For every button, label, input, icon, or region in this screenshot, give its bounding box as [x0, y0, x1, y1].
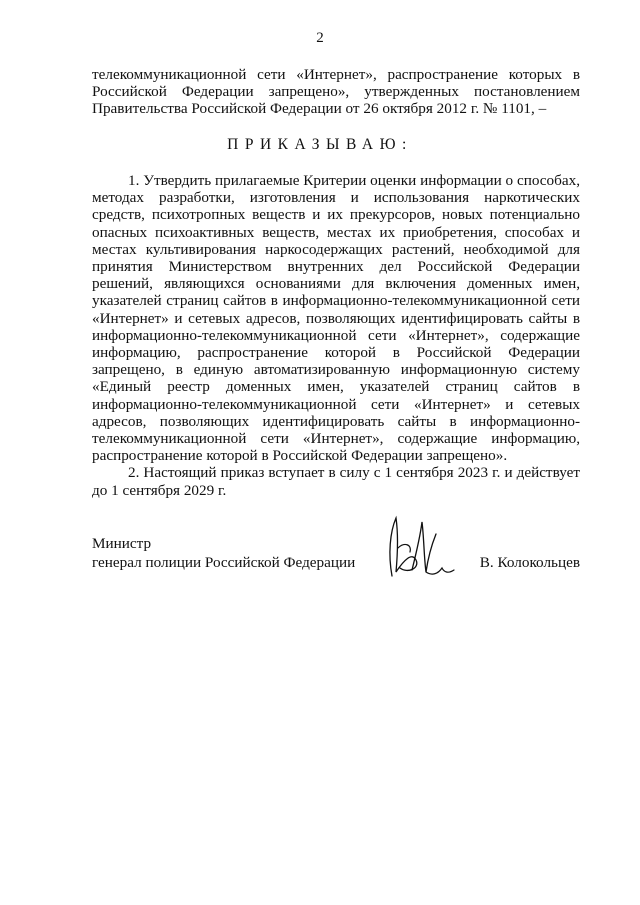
signer-title	[92, 534, 355, 572]
signer-rank: генерал полиции Российской Федерации	[92, 554, 356, 571]
signature-block	[92, 534, 580, 594]
signer-position: Министр	[92, 535, 152, 552]
signer-name: В. Колокольцев	[479, 554, 580, 571]
page-number: 2	[316, 30, 324, 46]
intro-paragraph: телекоммуникационной сети «Интернет», распространение которых в Российской Федерации запрещено», утвержденных постановлением Правительства Российской Федерации от 26 октября 2012 г. № 1101, –	[92, 66, 580, 118]
order-item-1: 1. Утвердить прилагаемые Критерии оценки информации о способах, методах разработки, изготовления и использования наркотических средств, психотропных веществ и их прекурсоров, новых потенциально опасных психоактивных веществ, местах их приобретения, способах и местах культивирования наркосодержащих растений, необходимой для принятия Министерством внутренних дел Российской Федерации решений, являющихся основаниями для включения доменных имен, указателей страниц сайтов в информационно-телекоммуникационной сети «Интернет» и сетевых адресов, позволяющих идентифицировать сайты в информационно-телекоммуникационной сети «Интернет», содержащие информацию, распространение которой в Российской Федерации запрещено, в единую автоматизированную информационную систему «Единый реестр доменных имен, указателей страниц сайтов в информационно-телекоммуникационной сети «Интернет» и сетевых адресов, позволяющих идентифицировать сайты в информационно-телекоммуникационной сети «Интернет», содержащие информацию, распространение которой в Российской Федерации запрещено».	[92, 172, 580, 465]
order-item-2: 2. Настоящий приказ вступает в силу с 1 сентября 2023 г. и действует до 1 сентября 2029 г.	[92, 464, 580, 499]
order-heading: ПРИКАЗЫВАЮ:	[227, 136, 413, 153]
order-items	[92, 172, 580, 499]
handwritten-signature-icon	[382, 514, 458, 590]
